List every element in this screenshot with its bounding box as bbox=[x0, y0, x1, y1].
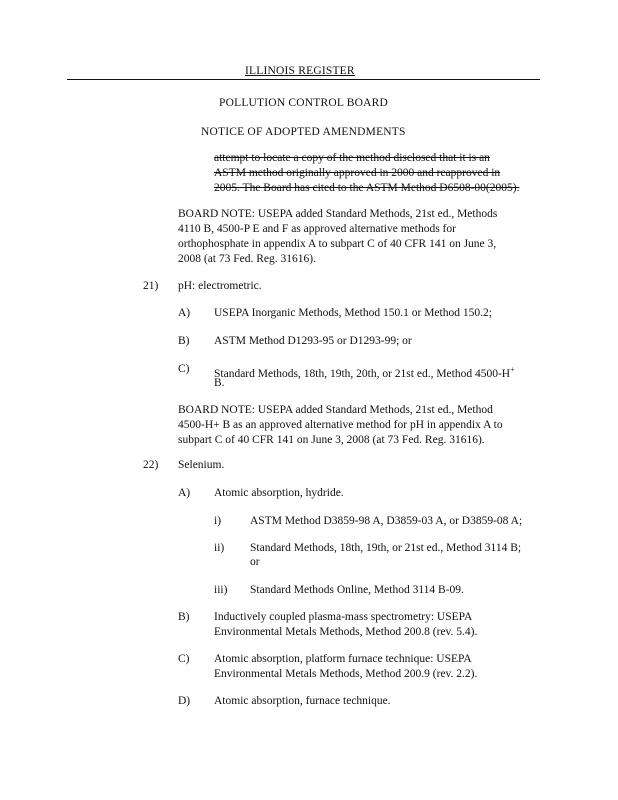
subsubitem-label: ii) bbox=[214, 542, 225, 554]
note-line: BOARD NOTE: USEPA added Standard Methods, 21st ed., Methods bbox=[178, 208, 498, 220]
board-note-orthophosphate bbox=[178, 207, 497, 267]
notice-title: NOTICE OF ADOPTED AMENDMENTS bbox=[201, 126, 406, 138]
subitem-label: A) bbox=[178, 487, 191, 499]
subitem-text-block bbox=[214, 652, 477, 682]
note-line: subpart C of 40 CFR 141 on June 3, 2008 (at 73 Fed. Reg. 31616). bbox=[178, 434, 485, 446]
struck-line: attempt to locate a copy of the method disclosed that it is an bbox=[214, 152, 490, 164]
item-number: 21) bbox=[143, 280, 159, 292]
note-line: BOARD NOTE: USEPA added Standard Methods, 21st ed., Method bbox=[178, 404, 493, 416]
subitem-text: Standard Methods, 18th, 19th, 20th, or 21st ed., Method 4500-H bbox=[214, 367, 511, 380]
item-number: 22) bbox=[143, 459, 159, 471]
subsubitem-label: iii) bbox=[214, 584, 228, 596]
subsubitem-text: ASTM Method D3859-98 A, D3859-03 A, or D3859-08 A; bbox=[250, 515, 523, 527]
subitem-label: B) bbox=[178, 611, 190, 623]
subitem-text-ph bbox=[214, 362, 515, 382]
subitem-line: Environmental Metals Methods, Method 200.9 (rev. 2.2). bbox=[214, 668, 478, 680]
subsubitem-continuation: or bbox=[250, 556, 260, 568]
subitem-line: Atomic absorption, platform furnace technique: USEPA bbox=[214, 653, 472, 665]
subitem-line: Inductively coupled plasma-mass spectrometry: USEPA bbox=[214, 611, 473, 623]
subitem-text: USEPA Inorganic Methods, Method 150.1 or Method 150.2; bbox=[214, 307, 492, 319]
subitem-label: D) bbox=[178, 695, 191, 707]
board-title: POLLUTION CONTROL BOARD bbox=[219, 97, 389, 109]
subitem-continuation: B. bbox=[214, 377, 225, 389]
item-title: Selenium. bbox=[178, 459, 225, 471]
item-title: pH: electrometric. bbox=[178, 280, 262, 292]
subsubitem-text: Standard Methods, 18th, 19th, or 21st ed., Method 3114 B; bbox=[250, 542, 522, 554]
struck-paragraph bbox=[214, 151, 519, 196]
subitem-text: Atomic absorption, hydride. bbox=[214, 487, 344, 499]
struck-line: ASTM method originally approved in 2000 and reapproved in bbox=[214, 167, 501, 179]
superscript-plus: + bbox=[510, 365, 515, 374]
subitem-line: Environmental Metals Methods, Method 200.8 (rev. 5.4). bbox=[214, 626, 478, 638]
board-note-ph bbox=[178, 403, 503, 448]
subitem-label: A) bbox=[178, 307, 191, 319]
note-line: 4110 B, 4500-P E and F as approved alternative methods for bbox=[178, 223, 456, 235]
register-title: ILLINOIS REGISTER bbox=[245, 65, 355, 77]
note-line: orthophosphate in appendix A to subpart C of 40 CFR 141 on June 3, bbox=[178, 238, 497, 250]
subitem-label: B) bbox=[178, 335, 190, 347]
subitem-label: C) bbox=[178, 653, 190, 665]
subitem-label: C) bbox=[178, 363, 190, 375]
note-line: 2008 (at 73 Fed. Reg. 31616). bbox=[178, 253, 316, 265]
subsubitem-label: i) bbox=[214, 515, 222, 527]
subitem-text-block bbox=[214, 610, 477, 640]
header-rule bbox=[67, 79, 540, 80]
struck-line: 2005. The Board has cited to the ASTM Method D6508-00(2005). bbox=[214, 182, 520, 194]
subitem-text: ASTM Method D1293-95 or D1293-99; or bbox=[214, 335, 412, 347]
subsubitem-text: Standard Methods Online, Method 3114 B-09. bbox=[250, 584, 464, 596]
subitem-text: Atomic absorption, furnace technique. bbox=[214, 695, 391, 707]
note-line: 4500-H+ B as an approved alternative method for pH in appendix A to bbox=[178, 419, 503, 431]
